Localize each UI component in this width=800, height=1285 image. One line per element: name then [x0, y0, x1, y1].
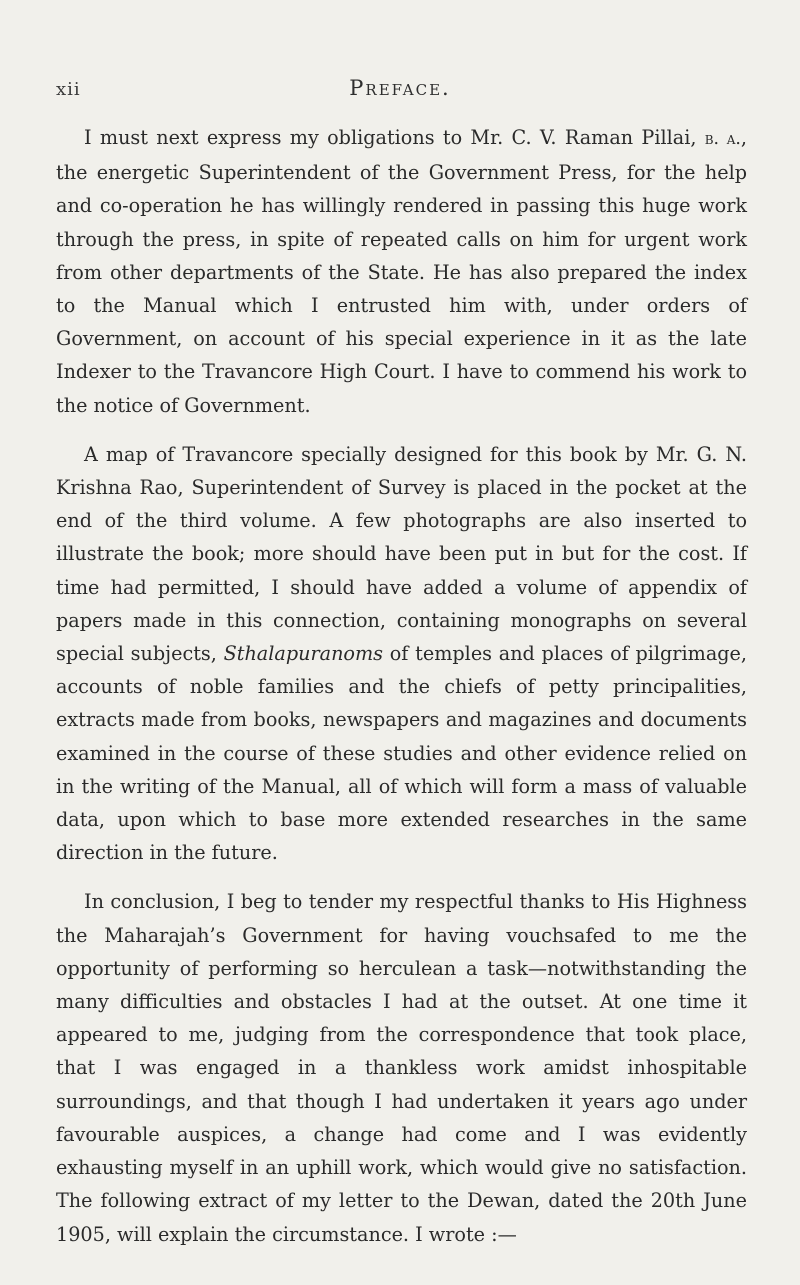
page-number: xii [56, 79, 81, 100]
degree-abbreviation: b. a. [704, 129, 741, 149]
running-head: Preface. [349, 76, 451, 100]
paragraph-map [56, 438, 747, 870]
paragraph-conclusion [56, 885, 747, 1250]
body-text [56, 121, 747, 1251]
text-segment: of temples and places of pilgrimage, accounts of noble families and the chiefs of petty principalities, extracts made from books, newspapers and magazines and documents examined in the course of these studies and other evidence relied on in the writing of the Manual, all of which will form a mass of valuable data, upon which to base more extended researches in the same direction in the future. [56, 642, 747, 865]
italic-term: Sthalapuranoms [223, 642, 384, 666]
text-segment: A map of Travancore specially designed for this book by Mr. G. N. Krishna Rao, Superintendent of Survey is placed in the pocket at the end of the third volume. A few photographs are also inserted to illustrate the book; more should have been put in but for the cost. If time had permitted, I should have added a volume of appendix of papers made in this connection, containing monographs on several special subjects, [56, 442, 747, 666]
text-segment: I must next express my obligations to Mr. C. V. Raman Pillai, [84, 126, 705, 149]
text-segment: In conclusion, I beg to tender my respectful thanks to His Highness the Maharajah’s Government for having vouchsafed to me the opportunity of performing so herculean a task—notwithstanding the many difficulties and obstacles I had at the outset. At one time it appeared to me, judging from the correspondence that took place, that I was engaged in a thankless work amidst inhospitable surroundings, and that though I had undertaken it years ago under favourable auspices, a change had come and I was evidently exhausting myself in an uphill work, which would give no satisfaction. The following extract of my letter to the Dewan, dated the 20th June 1905, will explain the circumstance. I wrote :— [56, 890, 747, 1246]
text-segment: , the energetic Superintendent of the Government Press, for the help and co-operation he has willingly rendered in passing this huge work through the press, in spite of repeated calls on him for urgent work from other departments of the State. He has also prepared the index to the Manual which I entrusted him with, under orders of Government, on account of his special experience in it as the late Indexer to the Travancore High Court. I have to commend his work to the notice of Government. [56, 126, 747, 417]
paragraph-obligations [56, 121, 747, 422]
